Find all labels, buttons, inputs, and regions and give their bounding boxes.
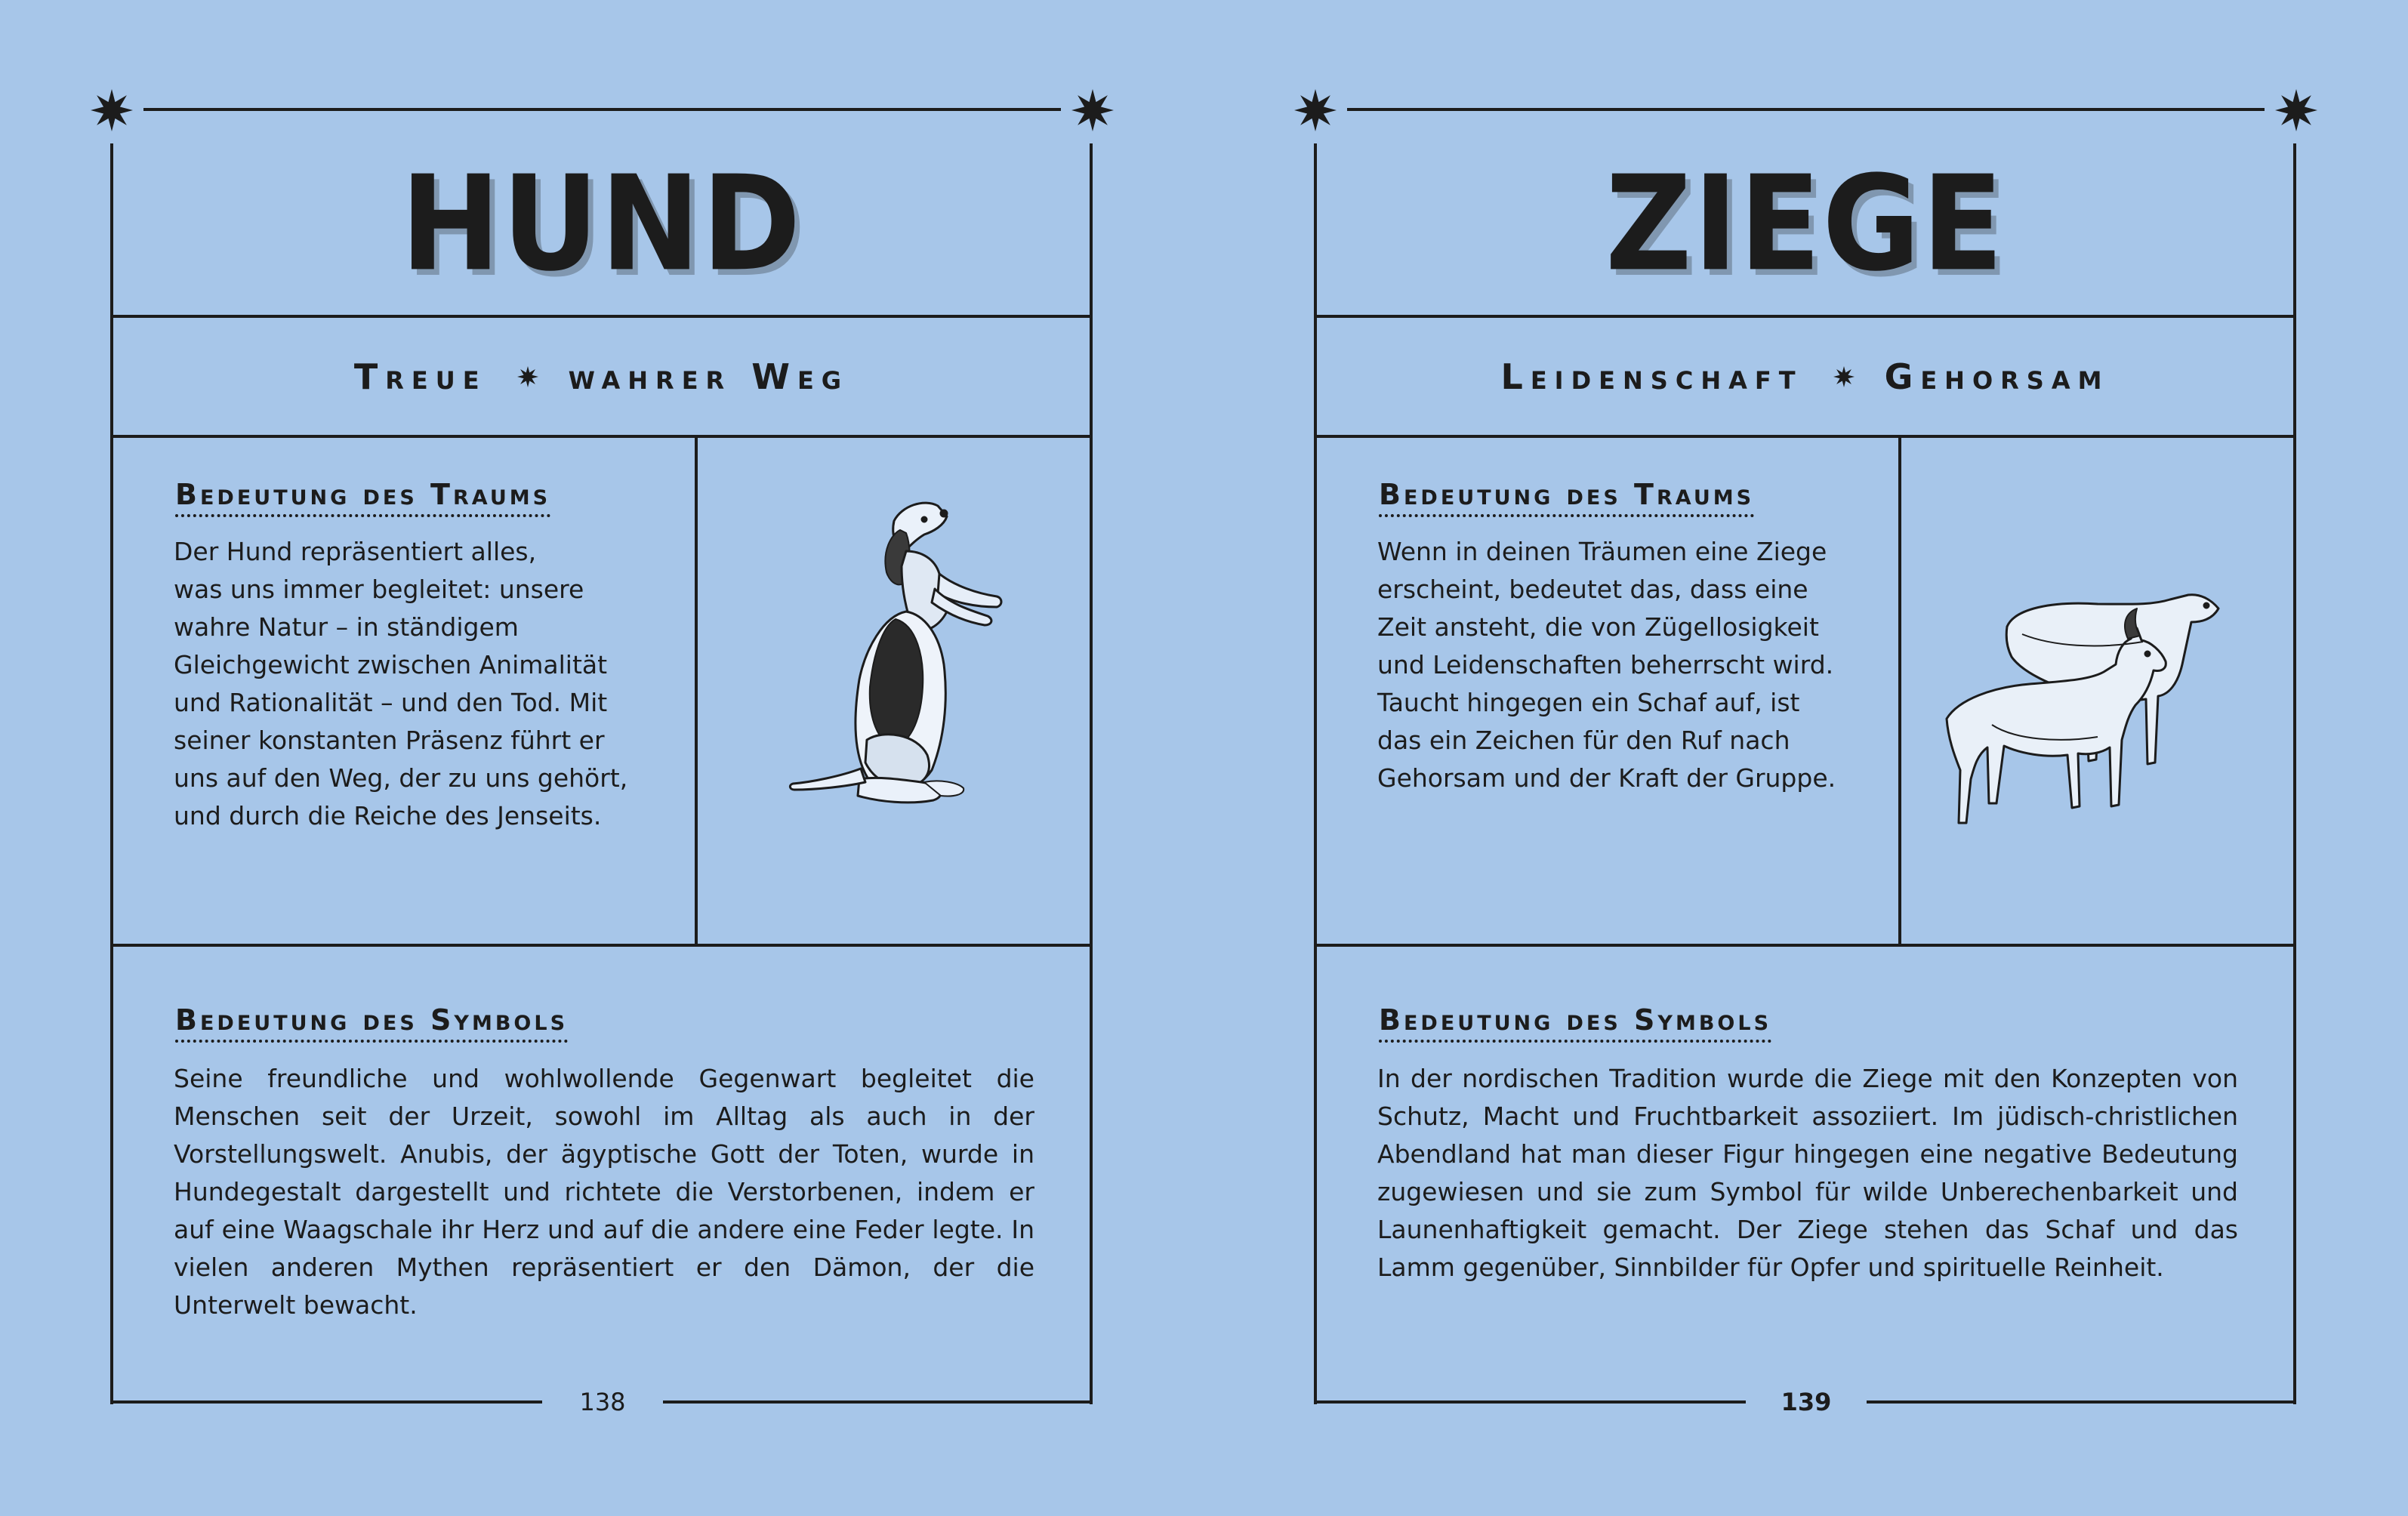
symbol-meaning-text: Seine freundliche und wohlwollende Gegenwart begleitet die Menschen seit der Urzeit, sowohl im Alltag als auch in der Vorstellungswelt. Anubis, der ägyptische Gott der Toten, wurde in Hundegestalt dargestellt und richtete die Verstorbenen, indem er auf eine Waagschale ihr Herz und auf die andere eine Feder legte. In vielen anderen Mythen repräsentiert er den Dämon, der die Unterwelt bewacht.: [174, 1064, 1034, 1320]
keyword: Leidenschaft: [1500, 356, 1803, 397]
star-ornament-icon: [1071, 89, 1114, 131]
star-separator-icon: [517, 366, 538, 387]
goat-and-sheep-illustration: [1901, 438, 2293, 944]
frame-bottom-rule: [1314, 1400, 1746, 1404]
star-ornament-icon: [2275, 89, 2317, 131]
frame-top-rule: [1347, 108, 2265, 111]
keyword: Treue: [353, 356, 487, 397]
frame-bottom-rule: [1867, 1400, 2296, 1404]
symbol-meaning-heading: Bedeutung des Symbols: [175, 1003, 568, 1043]
frame-right-rule: [2293, 143, 2296, 1404]
right-page: [1204, 0, 2407, 1516]
keywords-line: [113, 318, 1090, 435]
dog-illustration: [698, 438, 1090, 944]
keywords-line: [1317, 318, 2293, 435]
frame-divider: [110, 944, 1093, 947]
page-title: ZIEGE: [1605, 147, 2005, 301]
keyword: wahrer Weg: [568, 356, 849, 397]
dream-meaning-text: Wenn in deinen Träumen eine Ziege erscheint, bedeutet das, dass eine Zeit ansteht, die von Zügellosigkeit und Leidenschaften beherrscht wird. Taucht hingegen ein Schaf auf, ist das ein Zeichen für den Ruf nach Gehorsam und der Kraft der Gruppe.: [1377, 537, 1836, 793]
symbol-meaning-text: In der nordischen Tradition wurde die Ziege mit den Konzepten von Schutz, Macht und Fruchtbarkeit assoziiert. Im jüdisch-christlichen Abendland hat man dieser Figur hingegen eine negative Bedeutung zugewiesen und sie zum Symbol für wilde Unberechenbarkeit und Launenhaftigkeit gemacht. Der Ziege stehen das Schaf und das Lamm gegenüber, Sinnbilder für Opfer und spirituelle Reinheit.: [1377, 1064, 2238, 1282]
frame-divider: [1314, 944, 2296, 947]
star-ornament-icon: [91, 89, 133, 131]
star-ornament-icon: [1294, 89, 1337, 131]
frame-bottom-rule: [663, 1400, 1093, 1404]
page-title: HUND: [400, 147, 803, 301]
page-number: 138: [579, 1388, 626, 1416]
symbol-meaning-heading: Bedeutung des Symbols: [1379, 1003, 1771, 1043]
frame-bottom-rule: [110, 1400, 542, 1404]
keyword: Gehorsam: [1884, 356, 2110, 397]
frame-right-rule: [1090, 143, 1093, 1404]
frame-top-rule: [143, 108, 1061, 111]
dream-meaning-heading: Bedeutung des Traums: [175, 478, 550, 517]
dream-meaning-heading: Bedeutung des Traums: [1379, 478, 1754, 517]
star-separator-icon: [1833, 366, 1855, 387]
page-number: 139: [1781, 1388, 1832, 1416]
dream-meaning-text: Der Hund repräsentiert alles, was uns immer begleitet: unsere wahre Natur – in ständigem Gleichgewicht zwischen Animalität und Rationalität – und den Tod. Mit seiner konstanten Präsenz führt er uns auf den Weg, der zu uns gehört, und durch die Reiche des Jenseits.: [174, 537, 628, 830]
